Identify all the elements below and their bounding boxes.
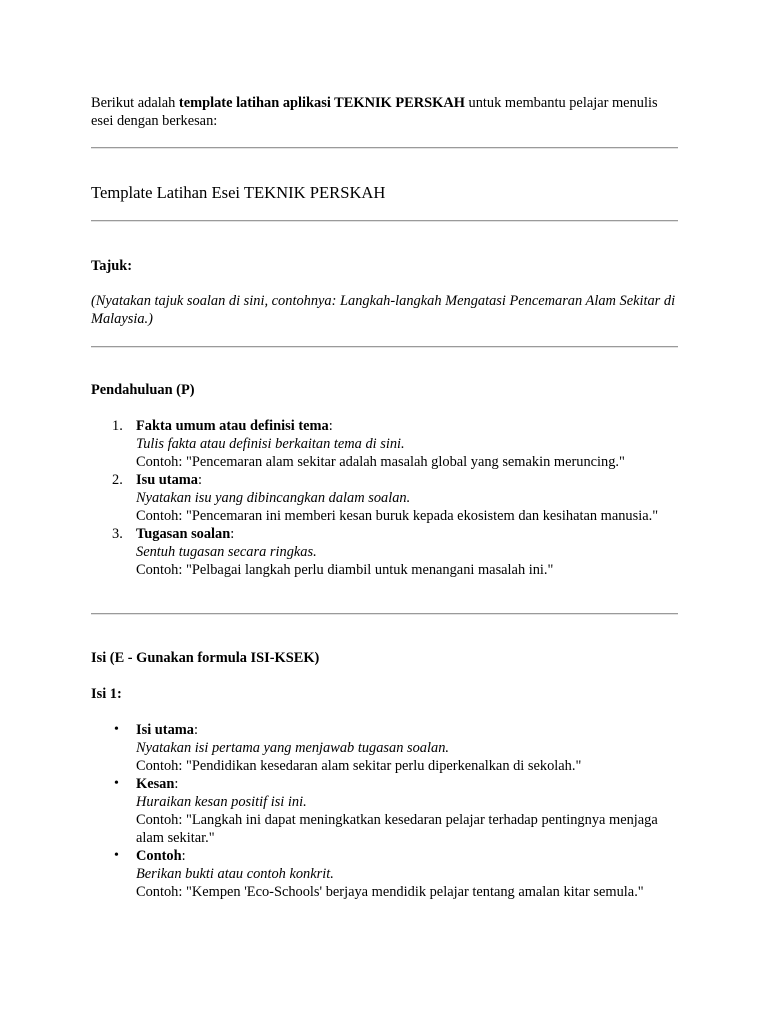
item-hint: Berikan bukti atau contoh konkrit. [136,866,334,882]
list-item [91,847,679,901]
isi-list [91,721,679,901]
list-item [91,471,679,525]
item-hint: Nyatakan isi pertama yang menjawab tugasan soalan. [136,740,449,756]
item-example: Contoh: "Pencemaran ini memberi kesan buruk kepada ekosistem dan kesihatan manusia." [136,508,659,524]
list-number: 2. [112,472,123,488]
list-item [91,775,679,847]
tajuk-heading: Tajuk: [91,258,133,274]
intro-paragraph [91,94,679,130]
item-colon: : [181,848,186,864]
item-label: Fakta umum atau definisi tema [136,418,329,434]
item-label: Tugasan soalan [136,526,231,542]
divider [91,147,678,149]
isi-heading: Isi (E - Gunakan formula ISI-KSEK) [91,650,320,666]
tajuk-note: (Nyatakan tajuk soalan di sini, contohnya: Langkah-langkah Mengatasi Pencemaran Alam Sekitar di Malaysia.) [91,293,676,327]
list-number: 1. [112,418,123,434]
page-title: Template Latihan Esei TEKNIK PERSKAH [91,183,386,202]
item-label: Kesan [136,776,175,792]
item-label: Isi utama [136,722,194,738]
isi-sub-heading: Isi 1: [91,686,122,702]
item-example: Contoh: "Langkah ini dapat meningkatkan kesedaran pelajar terhadap pentingnya menjaga alam sekitar." [136,812,658,846]
bullet-icon: • [114,848,119,863]
item-colon: : [174,776,179,792]
pendahuluan-heading: Pendahuluan (P) [91,382,195,398]
item-example: Contoh: "Pelbagai langkah perlu diambil untuk menangani masalah ini." [136,562,554,578]
bullet-icon: • [114,776,119,791]
item-colon: : [328,418,333,434]
list-item [91,417,679,471]
item-hint: Tulis fakta atau definisi berkaitan tema di sini. [136,436,405,452]
item-colon: : [230,526,235,542]
item-hint: Huraikan kesan positif isi ini. [136,794,307,810]
item-label: Isu utama [136,472,198,488]
item-hint: Sentuh tugasan secara ringkas. [136,544,317,560]
list-number: 3. [112,526,123,542]
divider [91,346,678,348]
item-label: Contoh [136,848,182,864]
item-colon: : [197,472,202,488]
intro-bold: template latihan aplikasi TEKNIK PERSKAH [178,95,465,111]
pendahuluan-list [91,417,679,579]
list-item [91,525,679,579]
intro-prefix: Berikut adalah [91,95,179,111]
list-item [91,721,679,775]
divider [91,220,678,222]
item-example: Contoh: "Pendidikan kesedaran alam sekitar perlu diperkenalkan di sekolah." [136,758,582,774]
item-example: Contoh: "Kempen 'Eco-Schools' berjaya mendidik pelajar tentang amalan kitar semula." [136,884,644,900]
item-hint: Nyatakan isu yang dibincangkan dalam soalan. [136,490,411,506]
divider [91,613,678,615]
intro-suffix: untuk membantu pelajar menulis esei dengan berkesan: [91,95,658,129]
item-example: Contoh: "Pencemaran alam sekitar adalah masalah global yang semakin meruncing." [136,454,625,470]
item-colon: : [193,722,198,738]
bullet-icon: • [114,722,119,737]
